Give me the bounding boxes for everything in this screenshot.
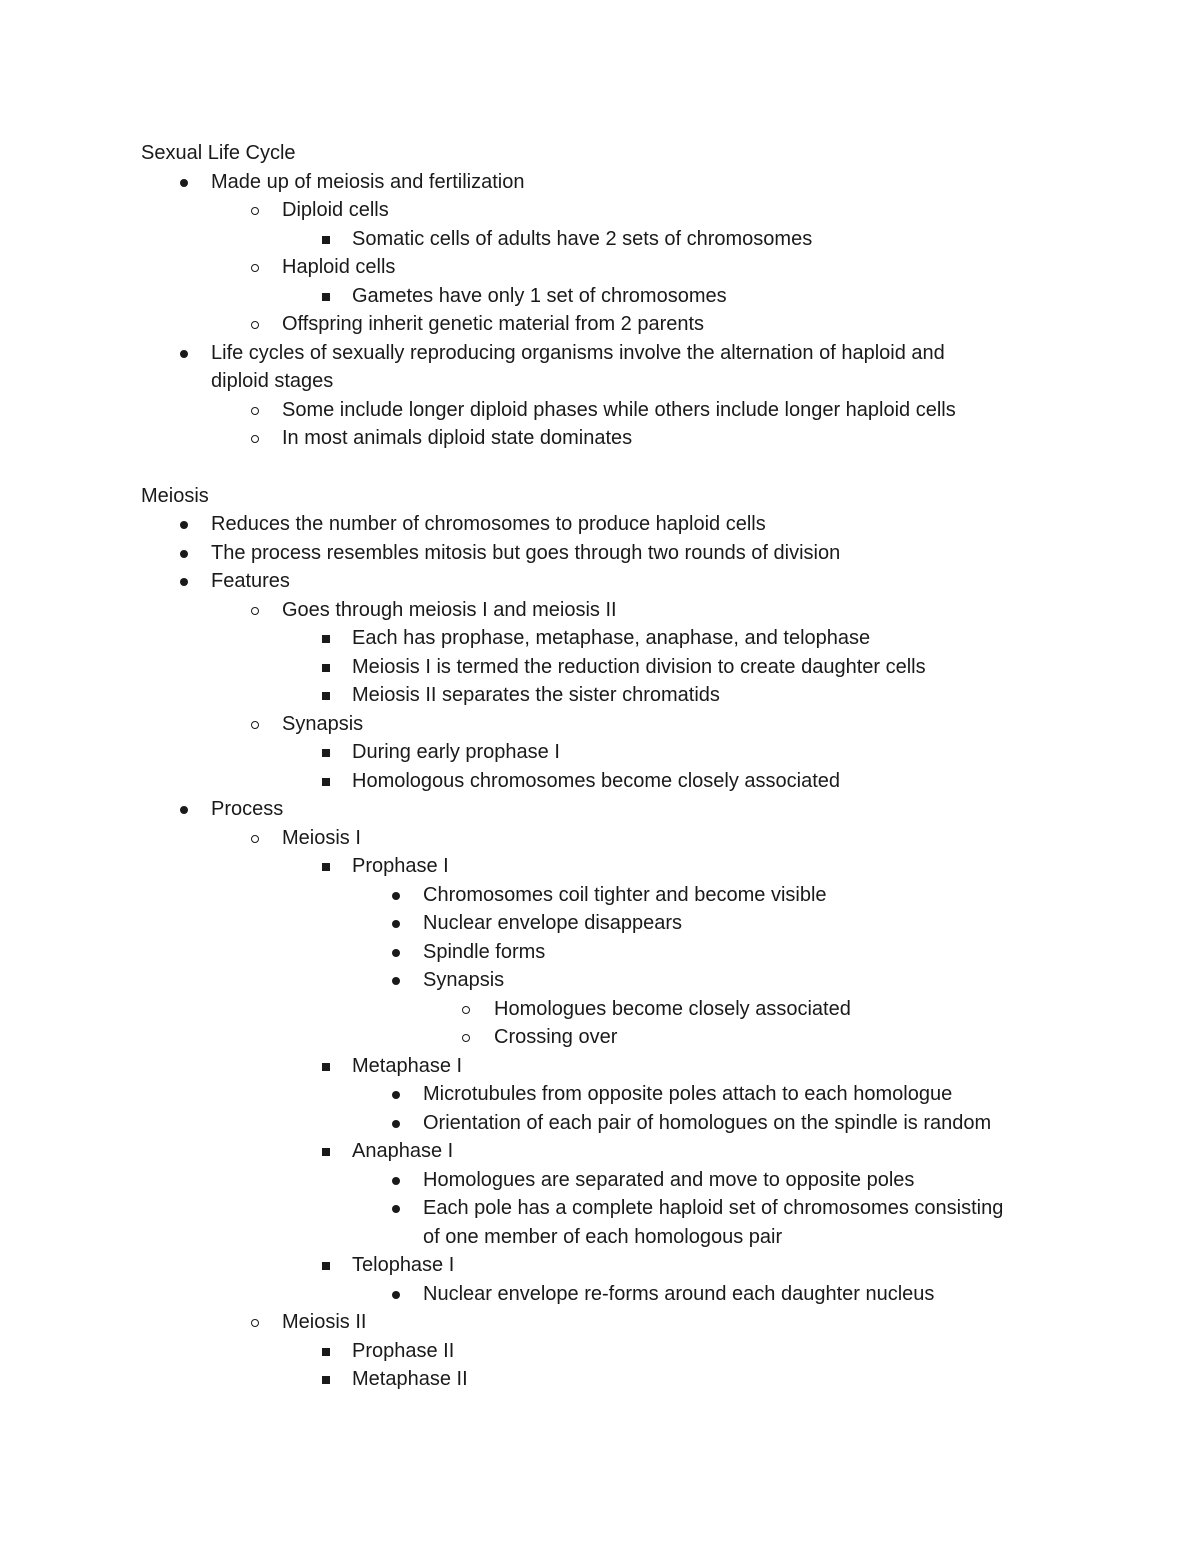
list-item [0, 596, 1200, 625]
square-bullet-icon [318, 1137, 334, 1166]
list-item-text: Prophase I [352, 855, 449, 877]
list-item [0, 1137, 1200, 1166]
list-item-text: Life cycles of sexually reproducing organisms involve the alternation of haploid and [211, 341, 945, 364]
list-item [0, 966, 1200, 995]
circle-bullet-icon [458, 995, 474, 1024]
circle-bullet-icon [458, 1023, 474, 1052]
list-item [0, 738, 1200, 767]
square-bullet-icon [318, 738, 334, 767]
section-spacer [0, 453, 1200, 482]
list-item-text: Made up of meiosis and fertilization [211, 170, 525, 193]
list-item [0, 909, 1200, 938]
square-bullet-icon [318, 1337, 334, 1366]
square-bullet-icon [318, 681, 334, 710]
disc-bullet-icon [388, 909, 404, 938]
square-bullet-icon [318, 282, 334, 311]
list-item [0, 367, 1200, 396]
list-item-text: During early prophase I [352, 741, 560, 763]
disc-bullet-icon [388, 1194, 404, 1223]
list-item-text: Meiosis II [282, 1311, 367, 1333]
list-item-text: Spindle forms [423, 940, 546, 963]
list-item-text: Anaphase I [352, 1140, 454, 1162]
list-item-text: Synapsis [282, 712, 364, 735]
disc-bullet-icon [176, 168, 192, 197]
list-item [0, 196, 1200, 225]
list-item-text: Meiosis I [282, 826, 361, 849]
list-item-text: Some include longer diploid phases while others include longer haploid cells [282, 398, 956, 421]
circle-bullet-icon [247, 1308, 263, 1337]
list-item [0, 653, 1200, 682]
list-item [0, 852, 1200, 881]
circle-bullet-icon [247, 396, 263, 425]
square-bullet-icon [318, 1052, 334, 1081]
disc-bullet-icon [176, 539, 192, 568]
disc-bullet-icon [176, 567, 192, 596]
list-item-text: diploid stages [211, 370, 334, 392]
list-item [0, 767, 1200, 796]
list-item [0, 396, 1200, 425]
section-heading: Sexual Life Cycle [141, 142, 296, 164]
circle-bullet-icon [247, 310, 263, 339]
list-item-text: Haploid cells [282, 256, 396, 278]
circle-bullet-icon [247, 824, 263, 853]
list-item-text: Features [211, 570, 290, 592]
list-item [0, 253, 1200, 282]
list-item-text: In most animals diploid state dominates [282, 427, 633, 449]
list-item [0, 424, 1200, 453]
list-item-text: of one member of each homologous pair [423, 1225, 783, 1248]
section-heading: Meiosis [141, 484, 209, 507]
disc-bullet-icon [388, 881, 404, 910]
list-item [0, 1223, 1200, 1252]
square-bullet-icon [318, 225, 334, 254]
list-item-text: Reduces the number of chromosomes to produce haploid cells [211, 513, 766, 535]
square-bullet-icon [318, 767, 334, 796]
list-item-text: Somatic cells of adults have 2 sets of chromosomes [352, 227, 813, 250]
list-item-text: Orientation of each pair of homologues on the spindle is random [423, 1111, 992, 1134]
list-item-text: Crossing over [494, 1026, 618, 1048]
list-item [0, 567, 1200, 596]
list-item-text: Metaphase II [352, 1368, 468, 1390]
disc-bullet-icon [176, 795, 192, 824]
disc-bullet-icon [388, 1109, 404, 1138]
list-item-text: Metaphase I [352, 1054, 463, 1077]
square-bullet-icon [318, 653, 334, 682]
list-item-text: Goes through meiosis I and meiosis II [282, 598, 617, 621]
list-item-text: Diploid cells [282, 199, 389, 221]
list-item [0, 1080, 1200, 1109]
square-bullet-icon [318, 1365, 334, 1394]
list-item-text: Meiosis I is termed the reduction division to create daughter cells [352, 655, 926, 678]
list-item-text: Each has prophase, metaphase, anaphase, and telophase [352, 627, 871, 649]
list-item-text: Prophase II [352, 1339, 455, 1362]
circle-bullet-icon [247, 253, 263, 282]
list-item [0, 1109, 1200, 1138]
list-item [0, 1251, 1200, 1280]
list-item [0, 1023, 1200, 1052]
list-item [0, 1308, 1200, 1337]
list-item [0, 539, 1200, 568]
list-item-text: Homologous chromosomes become closely associated [352, 769, 841, 792]
list-item-text: Nuclear envelope disappears [423, 912, 683, 934]
list-item [0, 681, 1200, 710]
circle-bullet-icon [247, 424, 263, 453]
list-item [0, 995, 1200, 1024]
disc-bullet-icon [176, 510, 192, 539]
circle-bullet-icon [247, 596, 263, 625]
list-item-text: Telophase I [352, 1254, 455, 1276]
list-item [0, 1052, 1200, 1081]
list-item [0, 824, 1200, 853]
disc-bullet-icon [388, 1280, 404, 1309]
list-item [0, 938, 1200, 967]
list-item [0, 1194, 1200, 1223]
list-item [0, 282, 1200, 311]
list-item [0, 225, 1200, 254]
list-item-text: Offspring inherit genetic material from 2 parents [282, 313, 705, 335]
list-item-text: Nuclear envelope re-forms around each daughter nucleus [423, 1282, 935, 1305]
list-item-text: Microtubules from opposite poles attach to each homologue [423, 1083, 953, 1105]
list-item [0, 310, 1200, 339]
circle-bullet-icon [247, 196, 263, 225]
disc-bullet-icon [388, 1080, 404, 1109]
disc-bullet-icon [388, 938, 404, 967]
disc-bullet-icon [388, 966, 404, 995]
square-bullet-icon [318, 1251, 334, 1280]
list-item-text: Synapsis [423, 969, 505, 991]
list-item-text: Meiosis II separates the sister chromatids [352, 684, 720, 706]
document-body [0, 139, 1200, 1394]
list-item-text: Chromosomes coil tighter and become visible [423, 883, 827, 906]
square-bullet-icon [318, 624, 334, 653]
list-item [0, 1280, 1200, 1309]
list-item-text: Each pole has a complete haploid set of chromosomes consisting [423, 1197, 1004, 1219]
list-item [0, 795, 1200, 824]
disc-bullet-icon [388, 1166, 404, 1195]
disc-bullet-icon [176, 339, 192, 368]
list-item-text: Homologues are separated and move to opposite poles [423, 1168, 915, 1191]
list-item-text: The process resembles mitosis but goes through two rounds of division [211, 541, 841, 564]
list-item-text: Process [211, 798, 284, 820]
list-item [0, 710, 1200, 739]
list-item [0, 1166, 1200, 1195]
list-item [0, 510, 1200, 539]
circle-bullet-icon [247, 710, 263, 739]
list-item [0, 1365, 1200, 1394]
list-item [0, 168, 1200, 197]
list-item [0, 1337, 1200, 1366]
list-item-text: Gametes have only 1 set of chromosomes [352, 284, 727, 307]
list-item-text: Homologues become closely associated [494, 997, 851, 1020]
list-item [0, 881, 1200, 910]
list-item [0, 624, 1200, 653]
square-bullet-icon [318, 852, 334, 881]
list-item [0, 339, 1200, 368]
